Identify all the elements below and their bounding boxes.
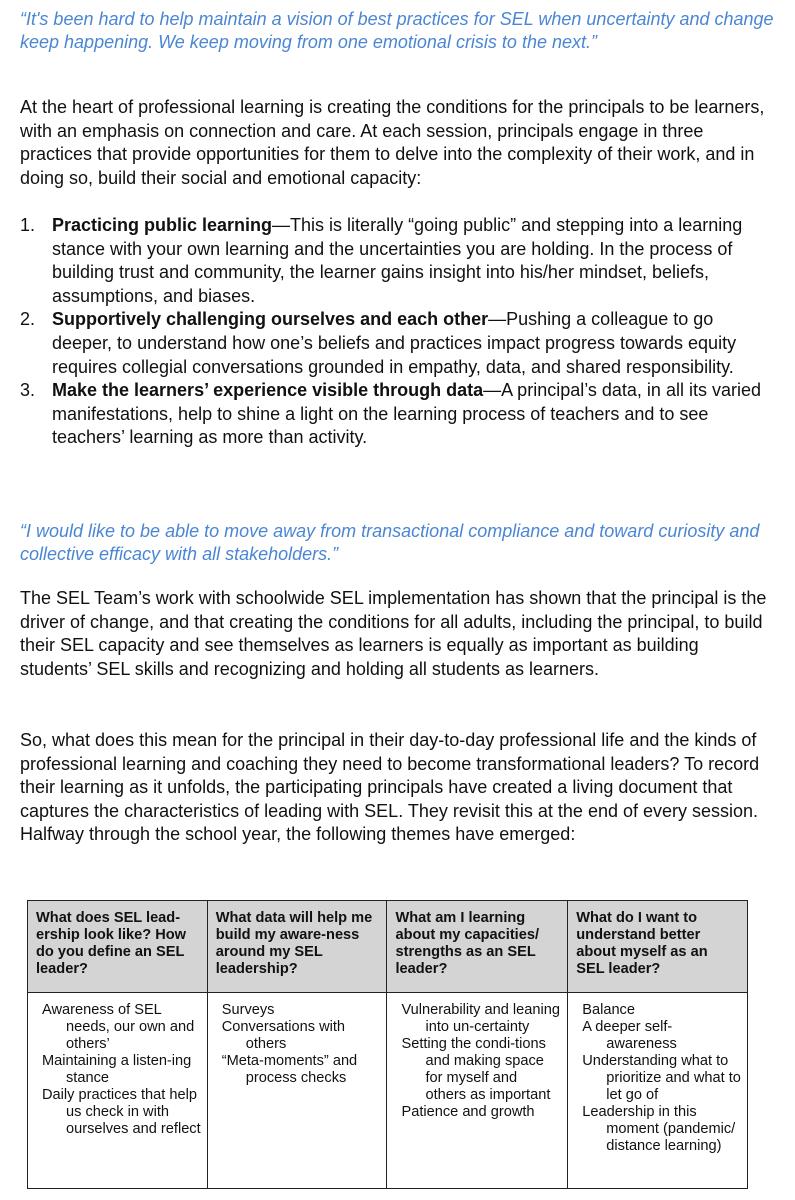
table-cell <box>568 993 748 1189</box>
cell-entry: Conversations with others <box>221 1019 346 1052</box>
table-cell <box>28 993 208 1189</box>
practice-item-2 <box>20 308 775 379</box>
practice-number: 3. <box>20 380 36 401</box>
column-header: What data will help me build my aware-ness around my SEL leadership? <box>207 901 387 993</box>
sel-team-paragraph: The SEL Team’s work with schoolwide SEL implementation has shown that the principal is the driver of change, and that creating the conditions for all adults, including the principal, to build their SEL capacity and see themselves as learners is equally as important as building students’ SEL skills and recognizing and holding all students as learners. <box>20 588 767 679</box>
column-header: What do I want to understand better about myself as an SEL leader? <box>568 901 748 993</box>
practice-title: Practicing public learning <box>52 215 273 235</box>
column-header: What does SEL lead-ership look like? How do you define an SEL leader? <box>28 901 208 993</box>
themes-intro-paragraph: So, what does this mean for the principal in their day-to-day professional life and the kinds of professional learning and coaching they need to become transformational leaders? To record their learning as it unfolds, the participating principals have created a living document that captures the characteristics of leading with SEL. They revisit this at the end of every session. Halfway through the school year, the following themes have emerged: <box>20 730 760 845</box>
practice-number: 2. <box>20 309 36 330</box>
practice-title: Make the learners’ experience visible through data <box>52 380 484 401</box>
cell-entry: Leadership in this moment (pandemic/ distance learning) <box>582 1104 736 1154</box>
practice-text: —This is literally “going public” and stepping into a learning stance with your own learning and the uncertainties you are holding. In the process of building trust and community, the learner gains insight into his/her mindset, beliefs, assumptions, and biases. <box>52 215 743 306</box>
cell-entry: Understanding what to prioritize and what to let go of <box>582 1053 741 1103</box>
cell-entry: Awareness of SEL needs, our own and others’ <box>42 1002 195 1052</box>
practice-title: Supportively challenging ourselves and each other <box>52 309 489 330</box>
cell-entry: Surveys <box>221 1002 275 1018</box>
principal-quote-2: “I would like to be able to move away from transactional compliance and toward curiosity and collective efficacy with all stakeholders.” <box>20 521 760 564</box>
cell-entry: Patience and growth <box>401 1104 535 1120</box>
table-row <box>28 993 748 1189</box>
practice-item-1 <box>20 214 775 308</box>
cell-entry: “Meta-moments” and process checks <box>221 1053 358 1086</box>
intro-paragraph: At the heart of professional learning is creating the conditions for the principals to be learners, with an emphasis on connection and care. At each session, principals engage in three practices that provide opportunities for them to delve into the complexity of their work, and in doing so, build their social and emotional capacity: <box>20 97 765 188</box>
table-cell <box>387 993 568 1189</box>
cell-entry: Maintaining a listen-ing stance <box>42 1053 192 1086</box>
cell-entry: Balance <box>582 1002 635 1018</box>
table-header-row <box>28 901 748 993</box>
principal-quote-1: “It's been hard to help maintain a vision of best practices for SEL when uncertainty and change keep happening. We keep moving from one emotional crisis to the next.” <box>20 9 774 52</box>
cell-entry: Vulnerability and leaning into un-certainty <box>401 1002 560 1035</box>
practices-list <box>20 214 775 450</box>
themes-table <box>27 900 748 1189</box>
cell-entry: Setting the condi-tions and making space for myself and others as important <box>401 1036 551 1103</box>
practice-number: 1. <box>20 215 36 235</box>
practice-text: —A principal’s data, in all its varied manifestations, help to shine a light on the learning process of teachers and to see teachers’ learning as more than activity. <box>52 380 761 448</box>
practice-text: —Pushing a colleague to go deeper, to understand how one’s beliefs and practices impact progress towards equity requires collegial conversations grounded in empathy, data, and shared responsibility. <box>52 309 737 377</box>
column-header: What am I learning about my capacities/ strengths as an SEL leader? <box>387 901 568 993</box>
cell-entry: A deeper self-awareness <box>582 1019 677 1052</box>
practice-item-3 <box>20 379 775 450</box>
cell-entry: Daily practices that help us check in with ourselves and reflect <box>42 1087 201 1137</box>
table-cell <box>207 993 387 1189</box>
